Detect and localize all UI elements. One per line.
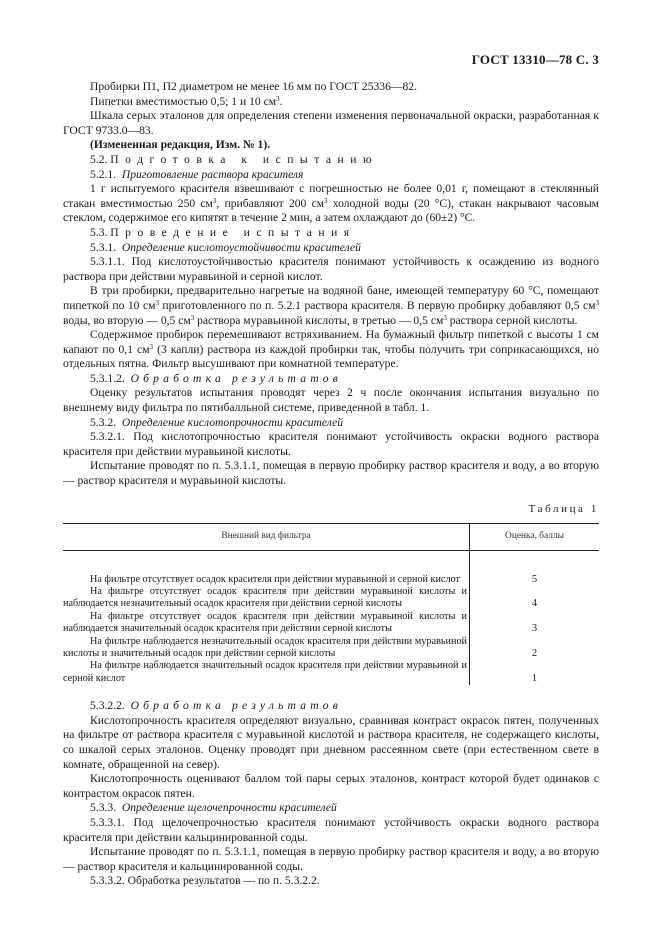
section-5-3-1-heading: 5.3.1. Определение кислотоустойчивости красителей	[90, 240, 361, 254]
row-score: 5	[531, 573, 538, 585]
table-header-row	[63, 523, 599, 550]
document-body	[63, 80, 599, 889]
section-5-2-heading: 5.2. Подготовка к испытанию	[90, 152, 379, 166]
table-caption: Таблица 1	[528, 502, 599, 515]
table-row	[63, 586, 599, 611]
paragraph-solution-prep: 1 г испытуемого красителя взвешивают с погрешностью не более 0,01 г, помещают в стеклянный стакан вместимостью 250 $см^3$, прибавляют 200 $см^3$ холодной воды (20 °С), стакан накрывают часовым стеклом, содержимое его кипятят в течение 2 мин, а затем охлаждают до (60±2) °С.	[63, 182, 599, 225]
table-row	[63, 573, 599, 586]
row-description: На фильтре наблюдается значительный осадок красителя при действии муравьиной и серной кислот	[63, 660, 467, 684]
paragraph-three-tubes: В три пробирки, предварительно нагретые на водяной бане, имеющей температуру 60 °С, помещают пипеткой по 10 $см^3$ приготовленного по п. 5.2.1 раствора красителя. В первую пробирку добавляют 0,5 $см^3$ воды, во вторую — 0,5 $см^3$ раствора муравьиной кислоты, в третью — 0,5 $см^3$ раствора серной кислоты.	[63, 284, 599, 327]
paragraph-5-3-3-1: 5.3.3.1. Под щелочепрочностью красителя понимают устойчивость окраски водного раствора красителя при действии кальцинированной соды.	[63, 816, 599, 844]
table-filter-scores	[63, 523, 599, 686]
paragraph-amendment: (Измененная редакция, Изм. № 1).	[90, 138, 271, 152]
page-header: ГОСТ 13310—78 С. 3	[471, 52, 599, 67]
paragraph-acid-fastness-score: Кислотопрочность оценивают баллом той пары серых эталонов, контраст которой будет одинаков с контрастом окрасок пятен.	[63, 772, 599, 800]
section-5-3-1-2-heading: 5.3.1.2. Обработка результатов	[90, 371, 343, 385]
paragraph-pipettes: Пипетки вместимостью 0,5; 1 и 10 $см^3$.	[90, 94, 283, 108]
table-row	[63, 636, 599, 661]
paragraph-soda-test: Испытание проводят по п. 5.3.1.1, помещая в первую пробирку раствор красителя и воду, а во вторую — раствор красителя и кальцинированной соды.	[63, 845, 599, 873]
paragraph-gray-scale: Шкала серых эталонов для определения степени изменения первоначальной окраски, разработанная к ГОСТ 9733.0—83.	[63, 109, 599, 137]
row-score: 3	[531, 623, 538, 635]
paragraph-5-3-1-1: 5.3.1.1. Под кислотоустойчивостью красителя понимают устойчивость к осаждению из водного раствора при действии муравьиной и серной кислот.	[63, 255, 599, 283]
row-description: На фильтре отсутствует осадок красителя при действии муравьиной и серной кислот	[90, 573, 460, 585]
row-description: На фильтре отсутствует осадок красителя при действии муравьиной кислоты и наблюдается значительный осадок красителя при действии серной кислоты	[63, 610, 467, 635]
paragraph-test-tubes: Пробирки П1, П2 диаметром не менее 16 мм по ГОСТ 25336—82.	[90, 80, 417, 93]
paragraph-5-3-3-2: 5.3.3.2. Обработка результатов — по п. 5.3.2.2.	[90, 874, 320, 888]
section-5-3-2-heading: 5.3.2. Определение кислотопрочности красителей	[90, 415, 344, 429]
row-description: На фильтре отсутствует осадок красителя при действии муравьиной кислоты и наблюдается незначительный осадок красителя при действии серной кислоты	[63, 586, 467, 610]
row-score: 2	[531, 648, 538, 660]
paragraph-evaluation: Оценку результатов испытания проводят через 2 ч после окончания испытания визуально по внешнему виду фильтра по пятибалльной системе, приведенной в табл. 1.	[63, 386, 599, 415]
table-spacer	[63, 550, 599, 573]
section-5-3-3-heading: 5.3.3. Определение щелочепрочности красителей	[90, 801, 337, 815]
section-5-3-2-2-heading: 5.3.2.2. Обработка результатов	[90, 699, 343, 713]
section-5-2-1-heading: 5.2.1. Приготовление раствора красителя	[90, 167, 304, 181]
column-header-appearance: Внешний вид фильтра	[63, 523, 470, 550]
table-row	[63, 660, 599, 685]
paragraph-5-3-2-1: 5.3.2.1. Под кислотопрочностью красителя понимают устойчивость окраски водного раствора красителя при действии муравьиной кислоты.	[63, 430, 599, 458]
paragraph-acid-test: Испытание проводят по п. 5.3.1.1, помещая в первую пробирку раствор красителя и воду, а во вторую — раствор красителя и муравьиной кислоты.	[63, 459, 599, 488]
section-5-3-heading: 5.3. Проведение испытания	[90, 225, 356, 239]
column-header-score: Оценка, баллы	[470, 523, 600, 550]
row-description: На фильтре наблюдается незначительный осадок красителя при действии муравьиной кислоты и значительный осадок при действии серной кислоты	[63, 635, 467, 660]
paragraph-acid-fastness-visual: Кислотопрочность красителя определяют визуально, сравнивая контраст окрасок пятен, полученных на фильтре от раствора красителя с муравьиной кислотой и раствора красителя, не содержащего кислоты, со шкалой серых эталонов. Оценку проводят при дневном рассеянном свете (при естественном свете в комнате, обращенной на север).	[63, 713, 599, 771]
row-score: 4	[531, 598, 538, 610]
row-score: 1	[531, 672, 538, 684]
paragraph-filter-drops: Содержимое пробирок перемешивают встряхиванием. На бумажный фильтр пипеткой с высоты 1 см капают по 0,1 $см^3$ (3 капли) раствора из каждой пробирки так, чтобы получить три соприкасающихся, но отдельных пятна. Фильтр высушивают при комнатной температуре.	[63, 328, 599, 371]
table-row	[63, 611, 599, 636]
